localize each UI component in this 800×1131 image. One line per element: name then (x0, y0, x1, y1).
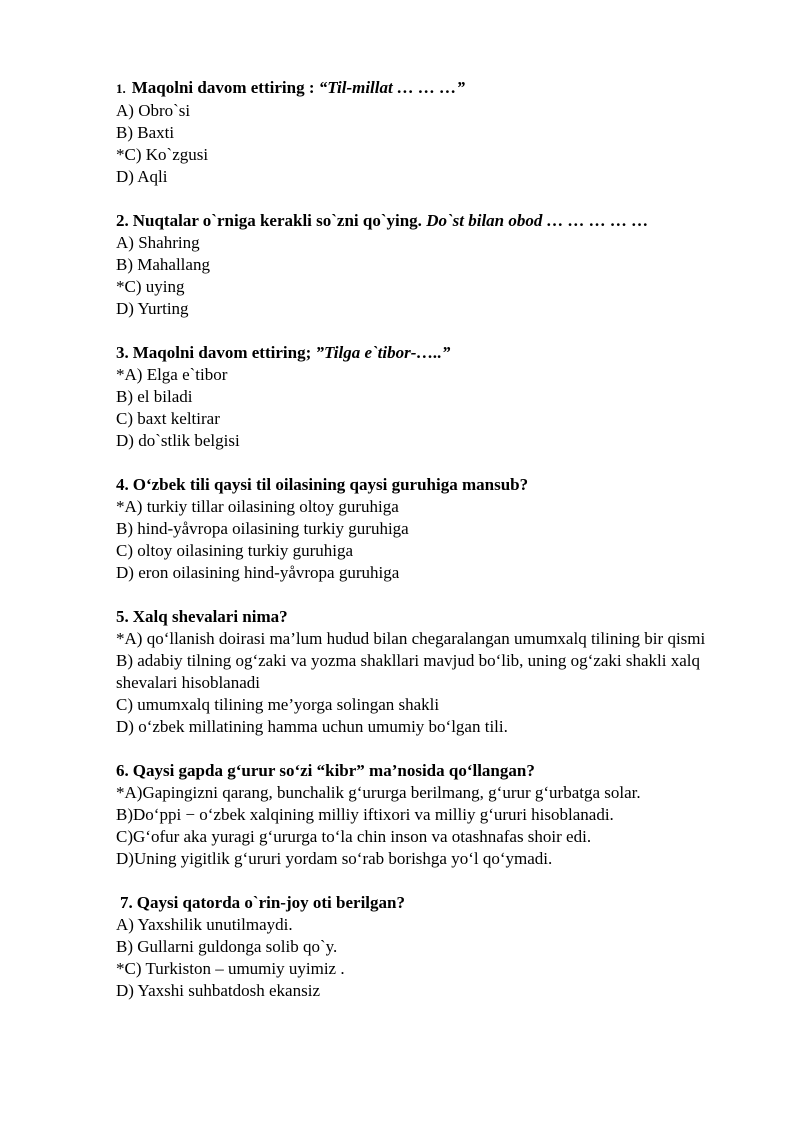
test-questions (116, 77, 736, 1024)
option-b: B)Do‘ppi − o‘zbek xalqining milliy iftixori va milliy g‘ururi hisoblanadi. (116, 805, 614, 824)
option-d: D) eron oilasining hind-yåvropa guruhiga (116, 563, 400, 582)
option-d: D) Yaxshi suhbatdosh ekansiz (116, 981, 320, 1000)
option-b: B) adabiy tilning og‘zaki va yozma shakllari mavjud bo‘lib, uning og‘zaki shakli xalq shevalari hisoblanadi (116, 651, 701, 692)
option-c: C) oltoy oilasining turkiy guruhiga (116, 541, 354, 560)
question-text: Nuqtalar o`rniga kerakli so`zni qo`ying. (132, 211, 427, 230)
option-c: C) umumxalq tilining me’yorga solingan shakli (116, 695, 440, 714)
question-text: O‘zbek tili qaysi til oilasining qaysi guruhiga mansub? (132, 475, 529, 494)
option-c: *C) Ko`zgusi (116, 145, 209, 164)
question-text: Maqolni davom ettiring; (132, 343, 316, 362)
option-b: B) hind-yåvropa oilasining turkiy guruhiga (116, 519, 409, 538)
option-d: D) Aqli (116, 167, 168, 186)
question-title (116, 77, 736, 100)
option-c: C) baxt keltirar (116, 409, 220, 428)
option-d: D) Yurting (116, 299, 189, 318)
option-d: D)Uning yigitlik g‘ururi yordam so‘rab borishga yo‘l qo‘ymadi. (116, 849, 553, 868)
option-b: B) Mahallang (116, 255, 210, 274)
option-d: D) o‘zbek millatining hamma uchun umumiy bo‘lgan tili. (116, 717, 508, 736)
question-number: 1. (116, 81, 126, 96)
option-a: A) Obro`si (116, 101, 191, 120)
question-4 (116, 474, 736, 584)
question-5 (116, 606, 736, 738)
question-title (116, 342, 736, 364)
question-number: 3. (116, 343, 129, 362)
question-quote: Do`st bilan obod … … … … … (426, 211, 649, 230)
question-number: 2. (116, 211, 129, 230)
option-c: C)G‘ofur aka yuragi g‘ururga to‘la chin inson va otashnafas shoir edi. (116, 827, 592, 846)
question-number: 6. (116, 761, 129, 780)
option-a: *A)Gapingizni qarang, bunchalik g‘ururga berilmang, g‘urur g‘urbatga solar. (116, 783, 641, 802)
question-3 (116, 342, 736, 452)
question-title (116, 474, 736, 496)
option-b: B) Baxti (116, 123, 175, 142)
option-a: *A) Elga e`tibor (116, 365, 228, 384)
option-c: *C) Turkiston – umumiy uyimiz . (116, 959, 345, 978)
question-text: Maqolni davom ettiring : (131, 78, 319, 97)
question-number: 5. (116, 607, 129, 626)
question-1 (116, 77, 736, 188)
question-quote: ”Tilga e`tibor-…..” (315, 343, 451, 362)
option-a: *A) turkiy tillar oilasining oltoy guruhiga (116, 497, 399, 516)
option-a: A) Yaxshilik unutilmaydi. (116, 915, 293, 934)
question-quote: “Til-millat … … …” (318, 78, 465, 97)
option-a: *A) qo‘llanish doirasi ma’lum hudud bilan chegaralangan umumxalq tilining bir qismi (116, 629, 706, 648)
question-title (116, 760, 736, 782)
question-title (116, 892, 736, 914)
question-text: Qaysi gapda g‘urur so‘zi “kibr” ma’nosida qo‘llangan? (132, 761, 535, 780)
option-b: B) el biladi (116, 387, 193, 406)
question-text: Xalq shevalari nima? (132, 607, 288, 626)
question-number: 4. (116, 475, 129, 494)
question-number: 7. (120, 893, 133, 912)
question-6 (116, 760, 736, 870)
option-d: D) do`stlik belgisi (116, 431, 240, 450)
question-text: Qaysi qatorda o`rin-joy oti berilgan? (136, 893, 405, 912)
option-a: A) Shahring (116, 233, 200, 252)
option-c: *C) uying (116, 277, 185, 296)
question-title (116, 606, 736, 628)
question-7 (116, 892, 736, 1002)
option-b: B) Gullarni guldonga solib qo`y. (116, 937, 338, 956)
question-2 (116, 210, 736, 320)
question-title (116, 210, 736, 232)
